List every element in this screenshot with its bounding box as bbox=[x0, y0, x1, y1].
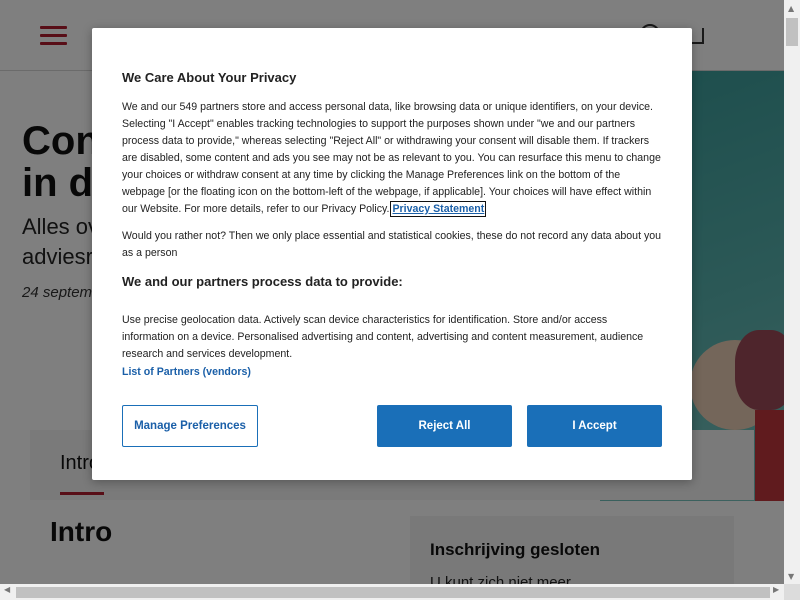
scrollbar-corner bbox=[784, 584, 800, 600]
manage-preferences-button[interactable]: Manage Preferences bbox=[122, 405, 258, 447]
accept-button[interactable]: I Accept bbox=[527, 405, 662, 447]
dialog-essential-text: Would you rather not? Then we only place essential and statistical cookies, these do not record any data about you as a person bbox=[122, 230, 662, 259]
dialog-title: We Care About Your Privacy bbox=[122, 70, 297, 85]
horizontal-scrollbar-thumb[interactable] bbox=[16, 587, 770, 598]
dialog-body bbox=[122, 99, 664, 218]
dialog-subheading: We and our partners process data to provide: bbox=[122, 274, 403, 289]
scroll-up-icon[interactable]: ▲ bbox=[788, 4, 795, 13]
privacy-statement-link[interactable]: Privacy Statement bbox=[392, 203, 485, 215]
scroll-down-icon[interactable]: ▼ bbox=[788, 572, 795, 581]
scroll-right-icon[interactable]: ▶ bbox=[773, 585, 780, 594]
dialog-body-text: We and our 549 partners store and access personal data, like browsing data or unique identifiers, on your device. Selecting "I Accept" enables tracking technologies to support the purposes shown under "we and our partners process data to provide," whereas selecting "Reject All" or withdrawing your consent will disable them. If trackers are disabled, some content and ads you see may not be as relevant to you. You can resurface this menu to change your choices or withdraw consent at any time by clicking the Manage Preferences link on the bottom of the webpage [or the floating icon on the bottom-left of the webpage, if applicable]. Your choices will have effect within our Website. For more details, refer to our Privacy Policy. bbox=[122, 101, 661, 215]
reject-all-button[interactable]: Reject All bbox=[377, 405, 512, 447]
vertical-scrollbar[interactable] bbox=[784, 0, 800, 584]
dialog-purposes-text: Use precise geolocation data. Actively scan device characteristics for identification. Store and/or access information on a device. Personalised advertising and content, advertising and content measurement, audience research and services development. bbox=[122, 314, 644, 360]
vertical-scrollbar-thumb[interactable] bbox=[786, 18, 798, 46]
scroll-left-icon[interactable]: ◀ bbox=[4, 585, 11, 594]
partners-list-link[interactable]: List of Partners (vendors) bbox=[122, 366, 251, 378]
